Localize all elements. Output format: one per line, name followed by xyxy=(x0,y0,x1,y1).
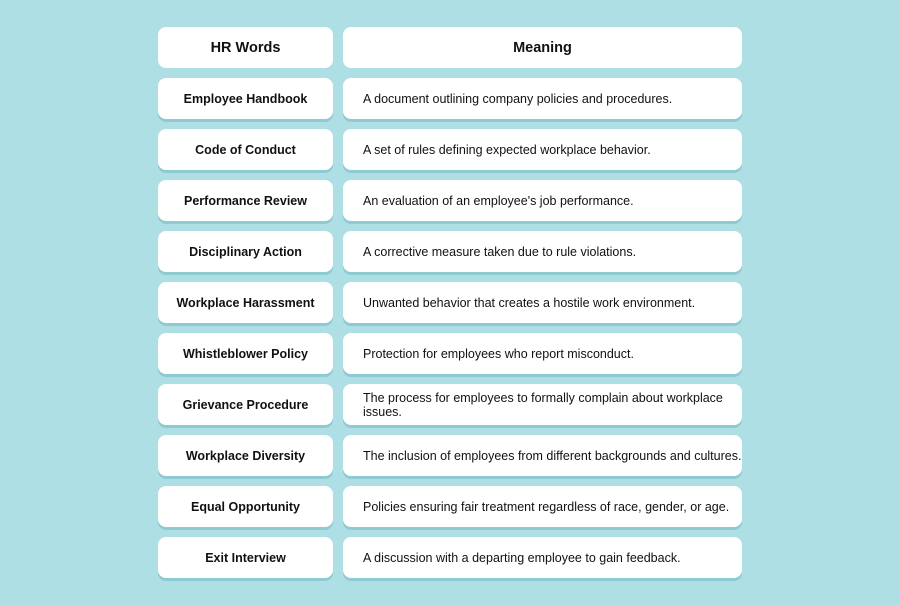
definition-cell: A set of rules defining expected workplace behavior. xyxy=(343,129,742,170)
definition-cell: The inclusion of employees from different backgrounds and cultures. xyxy=(343,435,742,476)
definition-cell: A discussion with a departing employee to gain feedback. xyxy=(343,537,742,578)
term-cell: Exit Interview xyxy=(158,537,333,578)
table-row xyxy=(158,78,742,119)
term-cell: Disciplinary Action xyxy=(158,231,333,272)
term-cell: Equal Opportunity xyxy=(158,486,333,527)
term-cell: Workplace Harassment xyxy=(158,282,333,323)
term-cell: Employee Handbook xyxy=(158,78,333,119)
term-cell: Grievance Procedure xyxy=(158,384,333,425)
term-cell: Whistleblower Policy xyxy=(158,333,333,374)
table-row xyxy=(158,282,742,323)
hr-words-table xyxy=(158,27,742,588)
definition-cell: Unwanted behavior that creates a hostile work environment. xyxy=(343,282,742,323)
term-cell: Code of Conduct xyxy=(158,129,333,170)
table-row xyxy=(158,486,742,527)
term-cell: Performance Review xyxy=(158,180,333,221)
definition-cell: An evaluation of an employee's job performance. xyxy=(343,180,742,221)
table-row xyxy=(158,435,742,476)
table-row xyxy=(158,333,742,374)
definition-cell: Protection for employees who report misconduct. xyxy=(343,333,742,374)
table-header xyxy=(158,27,742,68)
definition-cell: Policies ensuring fair treatment regardless of race, gender, or age. xyxy=(343,486,742,527)
table-row xyxy=(158,129,742,170)
table-row xyxy=(158,537,742,578)
term-cell: Workplace Diversity xyxy=(158,435,333,476)
table-row xyxy=(158,231,742,272)
column-header-hr-words: HR Words xyxy=(158,27,333,68)
definition-cell: A corrective measure taken due to rule violations. xyxy=(343,231,742,272)
definition-cell: The process for employees to formally complain about workplace issues. xyxy=(343,384,742,425)
table-row xyxy=(158,180,742,221)
definition-cell: A document outlining company policies and procedures. xyxy=(343,78,742,119)
table-row xyxy=(158,384,742,425)
column-header-meaning: Meaning xyxy=(343,27,742,68)
